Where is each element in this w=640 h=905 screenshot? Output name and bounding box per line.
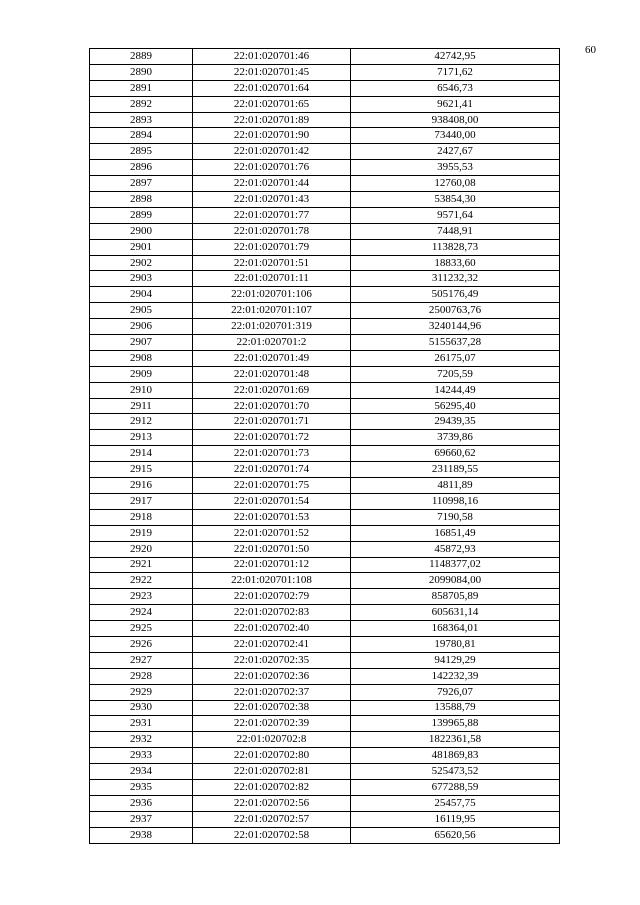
row-number-cell: 2935 — [90, 779, 193, 795]
cadastral-value-cell: 5155637,28 — [351, 335, 560, 351]
row-number-cell: 2892 — [90, 96, 193, 112]
cadastral-value-cell: 605631,14 — [351, 605, 560, 621]
page-number: 60 — [585, 44, 596, 56]
row-number-cell: 2912 — [90, 414, 193, 430]
cadastral-number-cell: 22:01:020701:46 — [193, 49, 351, 65]
cadastral-value-cell: 73440,00 — [351, 128, 560, 144]
row-number-cell: 2900 — [90, 223, 193, 239]
cadastral-value-cell: 1148377,02 — [351, 557, 560, 573]
table-row — [90, 398, 560, 414]
cadastral-number-cell: 22:01:020701:50 — [193, 541, 351, 557]
row-number-cell: 2924 — [90, 605, 193, 621]
row-number-cell: 2908 — [90, 350, 193, 366]
cadastral-value-cell: 3955,53 — [351, 160, 560, 176]
cadastral-number-cell: 22:01:020701:89 — [193, 112, 351, 128]
cadastral-number-cell: 22:01:020701:74 — [193, 462, 351, 478]
cadastral-number-cell: 22:01:020702:56 — [193, 795, 351, 811]
cadastral-value-cell: 938408,00 — [351, 112, 560, 128]
table-row — [90, 335, 560, 351]
row-number-cell: 2898 — [90, 192, 193, 208]
cadastral-value-cell: 9571,64 — [351, 207, 560, 223]
cadastral-number-cell: 22:01:020701:76 — [193, 160, 351, 176]
cadastral-value-cell: 677288,59 — [351, 779, 560, 795]
table-row — [90, 350, 560, 366]
cadastral-number-cell: 22:01:020702:80 — [193, 748, 351, 764]
cadastral-number-cell: 22:01:020702:38 — [193, 700, 351, 716]
cadastral-number-cell: 22:01:020701:51 — [193, 255, 351, 271]
cadastral-number-cell: 22:01:020701:12 — [193, 557, 351, 573]
cadastral-value-cell: 110998,16 — [351, 493, 560, 509]
cadastral-number-cell: 22:01:020702:81 — [193, 764, 351, 780]
table-row — [90, 128, 560, 144]
table-row — [90, 319, 560, 335]
cadastral-number-cell: 22:01:020702:36 — [193, 668, 351, 684]
row-number-cell: 2914 — [90, 446, 193, 462]
cadastral-value-cell: 65620,56 — [351, 827, 560, 843]
table-row — [90, 176, 560, 192]
row-number-cell: 2916 — [90, 478, 193, 494]
table-row — [90, 478, 560, 494]
cadastral-value-cell: 7926,07 — [351, 684, 560, 700]
table-row — [90, 80, 560, 96]
row-number-cell: 2922 — [90, 573, 193, 589]
cadastral-number-cell: 22:01:020701:44 — [193, 176, 351, 192]
cadastral-number-cell: 22:01:020701:77 — [193, 207, 351, 223]
cadastral-number-cell: 22:01:020701:49 — [193, 350, 351, 366]
cadastral-number-cell: 22:01:020702:37 — [193, 684, 351, 700]
cadastral-value-cell: 139965,88 — [351, 716, 560, 732]
table-row — [90, 700, 560, 716]
row-number-cell: 2906 — [90, 319, 193, 335]
cadastral-value-cell: 6546,73 — [351, 80, 560, 96]
cadastral-value-cell: 14244,49 — [351, 382, 560, 398]
row-number-cell: 2902 — [90, 255, 193, 271]
cadastral-number-cell: 22:01:020701:75 — [193, 478, 351, 494]
table-row — [90, 462, 560, 478]
row-number-cell: 2917 — [90, 493, 193, 509]
table-body — [90, 49, 560, 844]
cadastral-number-cell: 22:01:020701:43 — [193, 192, 351, 208]
row-number-cell: 2915 — [90, 462, 193, 478]
cadastral-value-cell: 231189,55 — [351, 462, 560, 478]
cadastral-value-cell: 505176,49 — [351, 287, 560, 303]
cadastral-number-cell: 22:01:020702:8 — [193, 732, 351, 748]
cadastral-number-cell: 22:01:020702:79 — [193, 589, 351, 605]
cadastral-value-cell: 26175,07 — [351, 350, 560, 366]
cadastral-number-cell: 22:01:020701:106 — [193, 287, 351, 303]
row-number-cell: 2931 — [90, 716, 193, 732]
row-number-cell: 2937 — [90, 811, 193, 827]
table-row — [90, 271, 560, 287]
cadastral-value-cell: 7190,58 — [351, 509, 560, 525]
cadastral-number-cell: 22:01:020701:70 — [193, 398, 351, 414]
row-number-cell: 2933 — [90, 748, 193, 764]
row-number-cell: 2913 — [90, 430, 193, 446]
table-row — [90, 716, 560, 732]
row-number-cell: 2932 — [90, 732, 193, 748]
row-number-cell: 2897 — [90, 176, 193, 192]
table-row — [90, 112, 560, 128]
row-number-cell: 2920 — [90, 541, 193, 557]
cadastral-number-cell: 22:01:020702:35 — [193, 652, 351, 668]
cadastral-number-cell: 22:01:020701:54 — [193, 493, 351, 509]
cadastral-number-cell: 22:01:020701:52 — [193, 525, 351, 541]
row-number-cell: 2907 — [90, 335, 193, 351]
cadastral-value-cell: 525473,52 — [351, 764, 560, 780]
cadastral-number-cell: 22:01:020701:90 — [193, 128, 351, 144]
cadastral-value-cell: 481869,83 — [351, 748, 560, 764]
cadastral-number-cell: 22:01:020701:53 — [193, 509, 351, 525]
cadastral-value-cell: 4811,89 — [351, 478, 560, 494]
row-number-cell: 2901 — [90, 239, 193, 255]
cadastral-number-cell: 22:01:020701:78 — [193, 223, 351, 239]
table-row — [90, 827, 560, 843]
row-number-cell: 2923 — [90, 589, 193, 605]
table-row — [90, 255, 560, 271]
cadastral-value-cell: 13588,79 — [351, 700, 560, 716]
table-row — [90, 414, 560, 430]
row-number-cell: 2889 — [90, 49, 193, 65]
cadastral-number-cell: 22:01:020702:40 — [193, 621, 351, 637]
cadastral-value-cell: 7205,59 — [351, 366, 560, 382]
row-number-cell: 2919 — [90, 525, 193, 541]
cadastral-number-cell: 22:01:020701:73 — [193, 446, 351, 462]
cadastral-value-cell: 2427,67 — [351, 144, 560, 160]
row-number-cell: 2934 — [90, 764, 193, 780]
table-row — [90, 652, 560, 668]
cadastral-value-cell: 16851,49 — [351, 525, 560, 541]
cadastral-number-cell: 22:01:020702:83 — [193, 605, 351, 621]
row-number-cell: 2893 — [90, 112, 193, 128]
cadastral-value-cell: 168364,01 — [351, 621, 560, 637]
cadastral-value-cell: 858705,89 — [351, 589, 560, 605]
row-number-cell: 2899 — [90, 207, 193, 223]
cadastral-number-cell: 22:01:020701:11 — [193, 271, 351, 287]
row-number-cell: 2918 — [90, 509, 193, 525]
table-row — [90, 287, 560, 303]
table-row — [90, 239, 560, 255]
table-row — [90, 605, 560, 621]
cadastral-number-cell: 22:01:020701:2 — [193, 335, 351, 351]
table-row — [90, 493, 560, 509]
table-row — [90, 446, 560, 462]
row-number-cell: 2909 — [90, 366, 193, 382]
cadastral-value-table — [89, 48, 560, 844]
row-number-cell: 2896 — [90, 160, 193, 176]
table-row — [90, 96, 560, 112]
cadastral-number-cell: 22:01:020701:69 — [193, 382, 351, 398]
row-number-cell: 2891 — [90, 80, 193, 96]
table-row — [90, 764, 560, 780]
row-number-cell: 2890 — [90, 64, 193, 80]
table-row — [90, 621, 560, 637]
table-row — [90, 811, 560, 827]
cadastral-value-cell: 1822361,58 — [351, 732, 560, 748]
cadastral-value-cell: 3739,86 — [351, 430, 560, 446]
table-row — [90, 636, 560, 652]
table-row — [90, 525, 560, 541]
cadastral-number-cell: 22:01:020701:64 — [193, 80, 351, 96]
cadastral-value-cell: 19780,81 — [351, 636, 560, 652]
cadastral-value-cell: 45872,93 — [351, 541, 560, 557]
table-row — [90, 779, 560, 795]
cadastral-number-cell: 22:01:020702:82 — [193, 779, 351, 795]
cadastral-number-cell: 22:01:020701:42 — [193, 144, 351, 160]
cadastral-number-cell: 22:01:020701:65 — [193, 96, 351, 112]
row-number-cell: 2929 — [90, 684, 193, 700]
table-row — [90, 192, 560, 208]
cadastral-number-cell: 22:01:020701:108 — [193, 573, 351, 589]
table-row — [90, 223, 560, 239]
cadastral-value-cell: 69660,62 — [351, 446, 560, 462]
row-number-cell: 2894 — [90, 128, 193, 144]
cadastral-value-cell: 9621,41 — [351, 96, 560, 112]
table-row — [90, 160, 560, 176]
cadastral-value-cell: 2500763,76 — [351, 303, 560, 319]
cadastral-value-cell: 7171,62 — [351, 64, 560, 80]
cadastral-number-cell: 22:01:020701:72 — [193, 430, 351, 446]
cadastral-number-cell: 22:01:020701:45 — [193, 64, 351, 80]
table-row — [90, 541, 560, 557]
cadastral-value-cell: 113828,73 — [351, 239, 560, 255]
row-number-cell: 2925 — [90, 621, 193, 637]
cadastral-number-cell: 22:01:020701:48 — [193, 366, 351, 382]
cadastral-value-cell: 7448,91 — [351, 223, 560, 239]
cadastral-number-cell: 22:01:020701:71 — [193, 414, 351, 430]
cadastral-value-cell: 311232,32 — [351, 271, 560, 287]
cadastral-value-cell: 18833,60 — [351, 255, 560, 271]
table-row — [90, 573, 560, 589]
cadastral-value-cell: 12760,08 — [351, 176, 560, 192]
cadastral-value-cell: 16119,95 — [351, 811, 560, 827]
table-row — [90, 64, 560, 80]
cadastral-value-cell: 56295,40 — [351, 398, 560, 414]
table-row — [90, 207, 560, 223]
row-number-cell: 2905 — [90, 303, 193, 319]
cadastral-value-cell: 25457,75 — [351, 795, 560, 811]
row-number-cell: 2904 — [90, 287, 193, 303]
table-row — [90, 589, 560, 605]
table-row — [90, 668, 560, 684]
row-number-cell: 2930 — [90, 700, 193, 716]
row-number-cell: 2911 — [90, 398, 193, 414]
table-row — [90, 366, 560, 382]
cadastral-value-cell: 3240144,96 — [351, 319, 560, 335]
cadastral-number-cell: 22:01:020702:58 — [193, 827, 351, 843]
table-row — [90, 795, 560, 811]
table-row — [90, 303, 560, 319]
table-row — [90, 49, 560, 65]
table-row — [90, 732, 560, 748]
cadastral-number-cell: 22:01:020702:39 — [193, 716, 351, 732]
row-number-cell: 2921 — [90, 557, 193, 573]
table-row — [90, 748, 560, 764]
cadastral-value-cell: 42742,95 — [351, 49, 560, 65]
cadastral-number-cell: 22:01:020701:319 — [193, 319, 351, 335]
cadastral-value-cell: 94129,29 — [351, 652, 560, 668]
cadastral-value-cell: 142232,39 — [351, 668, 560, 684]
cadastral-number-cell: 22:01:020702:41 — [193, 636, 351, 652]
row-number-cell: 2926 — [90, 636, 193, 652]
row-number-cell: 2895 — [90, 144, 193, 160]
row-number-cell: 2927 — [90, 652, 193, 668]
cadastral-value-cell: 29439,35 — [351, 414, 560, 430]
cadastral-value-cell: 2099084,00 — [351, 573, 560, 589]
row-number-cell: 2938 — [90, 827, 193, 843]
table-row — [90, 509, 560, 525]
row-number-cell: 2936 — [90, 795, 193, 811]
cadastral-value-cell: 53854,30 — [351, 192, 560, 208]
table-row — [90, 382, 560, 398]
table-row — [90, 684, 560, 700]
cadastral-number-cell: 22:01:020701:107 — [193, 303, 351, 319]
table-row — [90, 557, 560, 573]
row-number-cell: 2928 — [90, 668, 193, 684]
row-number-cell: 2903 — [90, 271, 193, 287]
row-number-cell: 2910 — [90, 382, 193, 398]
cadastral-number-cell: 22:01:020701:79 — [193, 239, 351, 255]
table-row — [90, 430, 560, 446]
table-row — [90, 144, 560, 160]
cadastral-number-cell: 22:01:020702:57 — [193, 811, 351, 827]
